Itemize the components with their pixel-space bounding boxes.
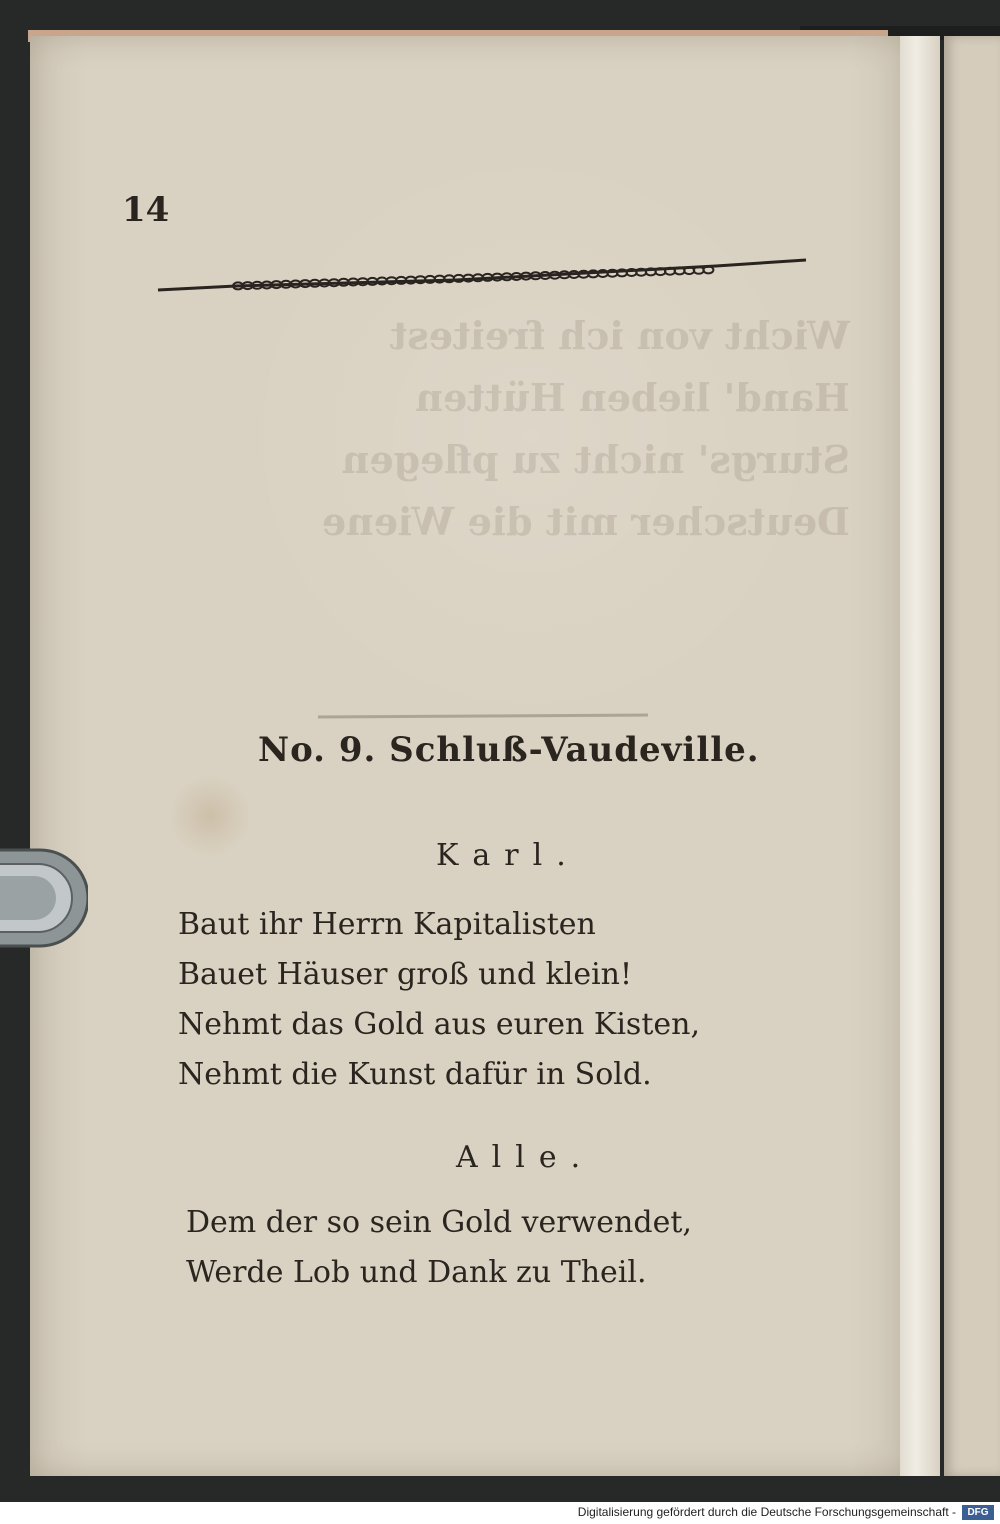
ghost-line: Sturgs' nicht zu pflegen <box>341 437 850 482</box>
ghost-line: Deutscher mit die Wiene <box>321 499 850 544</box>
verse-line: Baut ihr Herrn Kapitalisten <box>178 907 596 942</box>
verse-line: Bauet Häuser groß und klein! <box>178 957 633 992</box>
funding-notice: Digitalisierung gefördert durch die Deutsche Forschungsgemeinschaft - <box>577 1505 956 1519</box>
verse-line: Nehmt das Gold aus euren Kisten, <box>178 1007 700 1042</box>
ghost-line: Hand' lieben Hütten <box>415 375 850 420</box>
page-clip <box>0 846 88 950</box>
dfg-logo-icon: DFG <box>962 1505 994 1520</box>
page-number: 14 <box>122 190 170 230</box>
facing-page-edge <box>944 36 1000 1476</box>
footer-bar <box>0 1502 1000 1524</box>
verse-block <box>178 900 700 1100</box>
verse-line: Dem der so sein Gold verwendet, <box>186 1205 692 1240</box>
verse-line: Werde Lob und Dank zu Theil. <box>186 1255 647 1290</box>
verse-block <box>186 1198 692 1298</box>
page-gutter <box>900 36 940 1476</box>
speaker-name: Alle. <box>456 1140 595 1175</box>
ghost-line: Wicht von ich freitest <box>389 313 850 358</box>
verse-line: Nehmt die Kunst dafür in Sold. <box>178 1057 652 1092</box>
faint-divider <box>318 712 648 720</box>
bleed-through-text <box>321 305 850 553</box>
chain-ornament-rule <box>156 248 808 298</box>
speaker-name: Karl. <box>436 838 580 873</box>
section-heading: No. 9. Schluß-Vaudeville. <box>258 730 760 770</box>
